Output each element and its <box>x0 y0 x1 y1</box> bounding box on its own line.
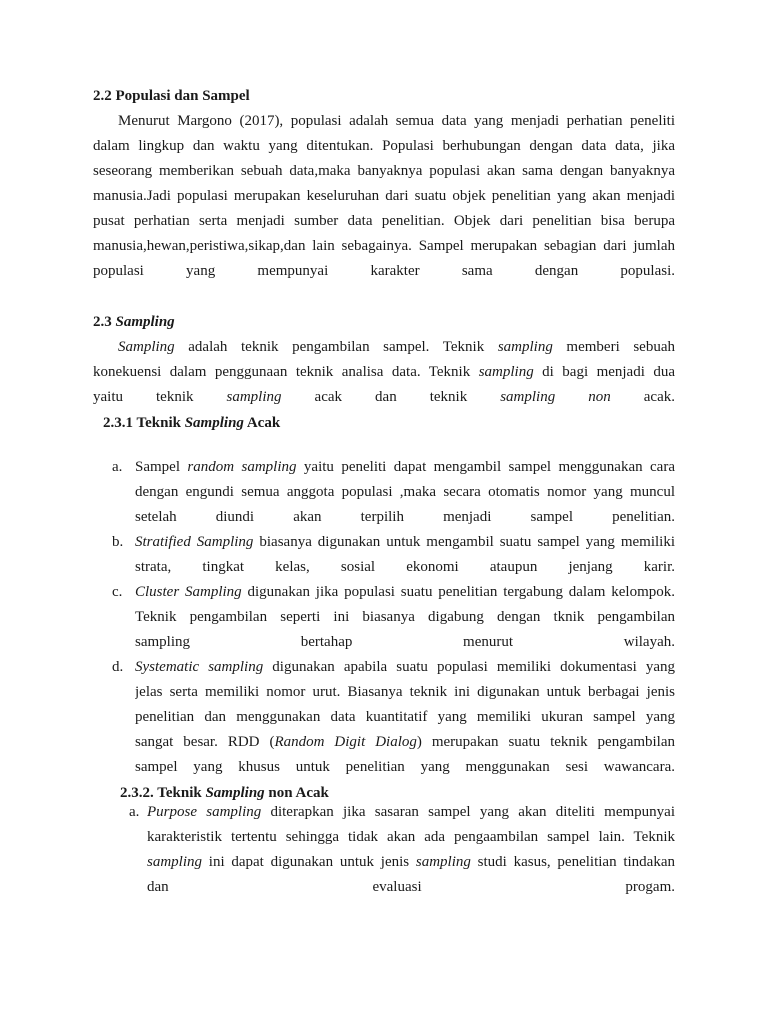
list-line: dan evaluasi progam. <box>147 879 675 895</box>
term-italic: Sampling <box>118 339 175 355</box>
paragraph-line <box>93 360 675 385</box>
list-line <box>135 580 675 605</box>
list-marker: b. <box>112 534 124 550</box>
heading-term: Sampling <box>115 314 175 330</box>
section-heading-2-2: 2.2 Populasi dan Sampel <box>93 88 250 104</box>
list-line: dengan engundi semua anggota populasi ,maka secara otomatis nomor yang muncul <box>135 484 675 500</box>
list-line: sampling bertahap menurut wilayah. <box>135 634 675 650</box>
paragraph-populasi <box>93 109 675 284</box>
list-line: Teknik pengambilan seperti ini biasanya digabung dengan tknik pengambilan <box>135 609 675 625</box>
text-run: digunakan apabila suatu populasi memiliki dokumentasi yang <box>263 659 675 675</box>
list-line <box>135 655 675 680</box>
term-italic: sampling <box>147 854 203 870</box>
term-italic: sampling <box>478 364 534 380</box>
term-italic: sampling <box>226 389 282 405</box>
subsection-heading-2-3-1 <box>103 411 280 436</box>
term-italic: Stratified Sampling <box>135 534 254 550</box>
paragraph-sampling <box>93 335 675 410</box>
list-marker: a. <box>129 804 140 820</box>
text-run: 2.3.1 Teknik <box>103 415 185 431</box>
text-run: biasanya digunakan untuk mengambil suatu sampel yang memiliki <box>253 534 675 550</box>
list-marker: a. <box>112 459 123 475</box>
text-run: studi kasus, penelitian tindakan <box>470 854 675 870</box>
text-run: sangat besar. RDD ( <box>135 734 275 750</box>
text-run: yaitu teknik <box>93 389 227 405</box>
list-item-body <box>147 800 675 900</box>
term-italic: Random Digit Dialog <box>274 734 417 750</box>
list-line <box>147 850 675 875</box>
paragraph-line <box>93 335 675 360</box>
term-italic: Purpose sampling <box>147 804 262 820</box>
section-heading-2-3 <box>93 310 175 335</box>
paragraph-line: manusia,hewan,peristiwa,sikap,dan lain sebagainya. Sampel merupakan sebagian dari jumlah <box>93 238 675 254</box>
term-italic: sampling <box>415 854 471 870</box>
text-run: diterapkan jika sasaran sampel yang akan diteliti mempunyai <box>261 804 675 820</box>
text-run: memberi sebuah <box>552 339 675 355</box>
paragraph-line <box>93 385 675 410</box>
term-italic: sampling <box>497 339 553 355</box>
list-line <box>147 800 675 825</box>
paragraph-line: seseorang memberikan sebuah data,maka banyaknya populasi akan sama dengan banyaknya <box>93 163 675 179</box>
list-line: karakteristik tertentu sehingga tidak akan ada pengaambilan sampel lain. Teknik <box>147 829 675 845</box>
list-line: setelah diundi akan terpilih menjadi sampel penelitian. <box>135 509 675 525</box>
text-run: yaitu peneliti dapat mengambil sampel menggunakan cara <box>296 459 675 475</box>
list-item-body <box>135 455 675 530</box>
term-italic: Cluster Sampling <box>135 584 242 600</box>
term-italic: Sampling <box>205 785 265 801</box>
term-italic: random sampling <box>187 459 297 475</box>
list-line: sampel yang khusus untuk penelitian yang menggunakan sesi wawancara. <box>135 759 675 775</box>
list-line <box>135 730 675 755</box>
text-run: acak. <box>610 389 675 405</box>
text-run: Acak <box>243 415 281 431</box>
text-run: ini dapat digunakan untuk jenis <box>202 854 416 870</box>
heading-number: 2.3 <box>93 314 116 330</box>
list-marker: c. <box>112 584 123 600</box>
list-line: strata, tingkat kelas, sosial ekonomi ataupun jenjang karir. <box>135 559 675 575</box>
list-line <box>135 530 675 555</box>
text-run: konekuensi dalam penggunaan teknik analisa data. Teknik <box>93 364 479 380</box>
list-item-body <box>135 655 675 780</box>
text-run: acak dan teknik <box>281 389 501 405</box>
paragraph-line: pusat perhatian serta menjadi sumber data penelitian. Objek dari penelitian bisa berupa <box>93 213 675 229</box>
list-marker: d. <box>112 659 124 675</box>
list-item-body <box>135 530 675 580</box>
list-line: jelas serta memiliki nomor urut. Biasanya teknik ini digunakan untuk berbagai jenis <box>135 684 675 700</box>
list-line <box>135 455 675 480</box>
term-italic: sampling non <box>500 389 611 405</box>
list-item-body <box>135 580 675 655</box>
paragraph-line: populasi yang mempunyai karakter sama dengan populasi. <box>93 263 675 279</box>
paragraph-line: Menurut Margono (2017), populasi adalah semua data yang menjadi perhatian peneliti <box>118 113 675 129</box>
list-line: penelitian dan menggunakan data kuantitatif yang memiliki ukuran sampel yang <box>135 709 675 725</box>
paragraph-line: dalam lingkup dan waktu yang ditentukan. Populasi berhubungan dengan data data, jika <box>93 138 675 154</box>
text-run: adalah teknik pengambilan sampel. Teknik <box>174 339 498 355</box>
text-run: di bagi menjadi dua <box>533 364 675 380</box>
text-run: 2.3.2. Teknik <box>120 785 206 801</box>
text-run: Sampel <box>135 459 188 475</box>
term-italic: Systematic sampling <box>135 659 264 675</box>
text-run: ) merupakan suatu teknik pengambilan <box>416 734 675 750</box>
text-run: digunakan jika populasi suatu penelitian tergabung dalam kelompok. <box>241 584 675 600</box>
paragraph-line: manusia.Jadi populasi merupakan keseluruhan dari suatu objek penelitian yang akan menjadi <box>93 188 675 204</box>
term-italic: Sampling <box>184 415 244 431</box>
text-run: non Acak <box>264 785 329 801</box>
